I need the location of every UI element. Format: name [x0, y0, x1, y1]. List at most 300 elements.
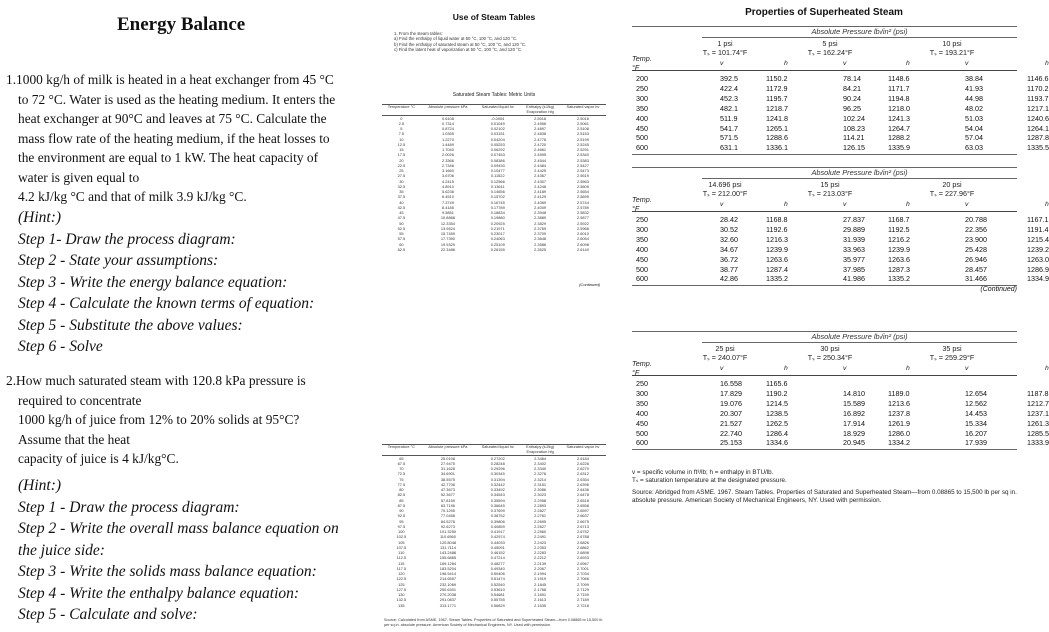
table-cell: 2.4595	[534, 152, 547, 158]
temp-label-text: Temp.	[632, 359, 652, 368]
h-cell: 1262.5	[766, 418, 788, 428]
table-cell: 52.5	[397, 225, 406, 231]
problem-2-hint	[18, 475, 339, 626]
h-cell: 1193.7	[1027, 93, 1049, 103]
table-cell: 2.5199	[576, 136, 589, 142]
saturated-table-1	[382, 104, 606, 252]
table-cell: 2.3769	[534, 225, 547, 231]
h-cell: 1286.0	[888, 428, 910, 438]
table-cell: 1.4489	[441, 141, 454, 147]
h-cell: 1288.6	[766, 133, 788, 143]
h-cell: 1189.0	[888, 388, 910, 398]
h-cell: 1265.1	[766, 123, 788, 133]
table-cell: 2.3648	[534, 236, 547, 242]
pressure-header	[912, 345, 992, 362]
h-cell: 1195.7	[766, 93, 788, 103]
h-cell: 1336.1	[766, 143, 788, 153]
hint-line: Step 1- Draw the process diagram:	[18, 230, 236, 248]
table-cell: 0.48277	[490, 560, 505, 566]
h-cell: 1148.6	[888, 74, 910, 83]
h-label: h	[784, 201, 788, 208]
temp-cell: 500	[636, 428, 648, 438]
v-cell: 25.153	[720, 438, 742, 448]
steam-tables-panel	[372, 0, 616, 632]
pressure-value: 5 psi	[822, 39, 838, 48]
v-cell: 19.076	[720, 398, 742, 408]
table-cell: 0.47214	[490, 555, 505, 561]
pressure-header	[790, 345, 870, 362]
table-cell: 2.5427	[576, 162, 589, 168]
table-cell: 0.30345	[490, 471, 505, 477]
v-label: v	[843, 365, 847, 372]
table-cell: 0.05253	[490, 141, 505, 147]
table-cell: 0.39806	[490, 518, 505, 524]
problem-1-hint	[18, 207, 314, 358]
table-cell: 2.3023	[534, 492, 547, 498]
saturation-temp: Tₛ = 101.74°F	[702, 47, 748, 57]
pressure-header	[790, 40, 870, 57]
v-cell: 90.24	[843, 93, 861, 103]
superheated-notes	[632, 469, 1017, 486]
table-cell: 2.7099	[576, 581, 589, 587]
table-cell: 25.0108	[440, 455, 455, 461]
table-cell: 2.1994	[534, 571, 547, 577]
bottom-rule	[632, 154, 1017, 155]
h-cell: 1286.9	[1027, 264, 1049, 274]
problem-panel	[0, 0, 370, 632]
problem-2-line: 2.How much saturated steam with 120.8 kPa pressure is	[6, 373, 306, 388]
table-cell: 0.15702	[490, 194, 505, 200]
table-cell: 10.8868	[440, 215, 455, 221]
v-cell: 511.9	[720, 113, 738, 123]
table-cell: 0.17789	[490, 204, 505, 210]
saturation-temp: Tₛ = 162.24°F	[807, 47, 853, 57]
table-cell: 2.6597	[576, 508, 589, 514]
saturation-temp: Tₛ = 213.03°F	[807, 188, 853, 198]
table-cell: 117.5	[396, 565, 407, 571]
top-rule	[632, 26, 1017, 27]
hint-line: (Hint:)	[18, 477, 62, 494]
v-label: v	[843, 60, 847, 67]
v-cell: 14.810	[843, 388, 865, 398]
table-cell: 2.5832	[576, 210, 589, 216]
table-cell: 1.2270	[441, 136, 454, 142]
table-cell: 2.1845	[534, 581, 547, 587]
table-cell: 270.2038	[439, 592, 457, 598]
temp-cell: 500	[636, 133, 648, 143]
saturation-temp: Tₛ = 259.29°F	[929, 352, 975, 362]
table-cell: 2.6140	[576, 246, 589, 252]
table-cell: 2.4009	[534, 204, 547, 210]
temp-cell: 200	[636, 74, 648, 83]
hint-line: Step 6 - Solve	[18, 338, 103, 355]
table-cell: 313.1771	[439, 602, 457, 608]
table-cell: 2.6478	[576, 492, 589, 498]
table-cell: 5	[400, 126, 403, 132]
v-cell: 23.900	[965, 234, 987, 244]
table-cell: 27.9475	[440, 460, 455, 466]
table-cell: 0.02102	[490, 126, 505, 132]
temp-cell: 350	[636, 103, 648, 113]
table-cell: 0.37699	[490, 508, 505, 514]
table-cell: 13.9524	[440, 225, 455, 231]
continued-label: (Continued)	[579, 282, 600, 287]
temp-cell: 350	[636, 398, 648, 408]
problem-2-line: required to concentrate	[18, 392, 142, 408]
v-cell: 102.24	[843, 113, 865, 123]
saturation-temp: Tₛ = 227.96°F	[929, 188, 975, 198]
table-cell: 2.6436	[576, 487, 589, 493]
table-cell: 2.5966	[576, 225, 589, 231]
table-cell: 4.8910	[441, 183, 454, 189]
table-cell: 2.5245	[576, 141, 589, 147]
v-cell: 31.466	[965, 274, 987, 284]
v-cell: 12.654	[965, 388, 987, 398]
header-rule	[632, 211, 1017, 212]
table-cell: 0.6108	[441, 115, 454, 121]
table-cell: 70.1295	[440, 508, 455, 514]
table-cell: 2.4778	[534, 136, 547, 142]
saturation-temp: Tₛ = 193.21°F	[929, 47, 975, 57]
table-cell: 232.1069	[439, 581, 457, 587]
table-cell: 0.8724	[441, 126, 454, 132]
table-cell: 47.3673	[440, 487, 455, 493]
table-cell: 47.5	[397, 215, 406, 221]
table-cell: 2.4189	[534, 189, 547, 195]
table-cell: 2.6010	[576, 231, 589, 237]
table-cell: 60	[399, 241, 404, 247]
absolute-pressure-label: Absolute Pressure lbₗ/in² (psi)	[702, 27, 1017, 38]
table-cell: 183.5204	[439, 565, 457, 571]
table-cell: 2.1535	[534, 602, 547, 608]
h-cell: 1285.5	[1027, 428, 1049, 438]
table-cell: 2.4069	[534, 199, 547, 205]
table-cell: 42.7706	[440, 481, 455, 487]
v-cell: 42.86	[720, 274, 738, 284]
table-cell: 2.3948	[534, 210, 547, 216]
col-header: Absolute pressure kPa	[421, 445, 475, 456]
table-cell: 2.3340	[534, 466, 547, 472]
table-cell: 0.40859	[490, 523, 505, 529]
table-cell: 90	[399, 508, 404, 514]
table-cell: 52.3677	[440, 492, 455, 498]
temp-cell: 450	[636, 123, 648, 133]
page-title: Energy Balance	[117, 14, 246, 35]
table-cell: 25	[399, 168, 404, 174]
table-cell: 0.24063	[490, 236, 505, 242]
table-cell: 70	[399, 466, 404, 472]
table-cell: 2.2283	[534, 550, 547, 556]
h-cell: 1237.1	[1027, 408, 1049, 418]
h-cell: 1240.6	[1027, 113, 1049, 123]
h-label: h	[1045, 365, 1049, 372]
h-cell: 1172.9	[766, 83, 788, 93]
superheated-block	[632, 168, 1049, 297]
v-cell: 17.829	[720, 388, 742, 398]
table-cell: 67.5	[397, 460, 406, 466]
pressure-value: 35 psi	[942, 344, 962, 353]
table-cell: 2.6270	[576, 466, 589, 472]
h-cell: 1167.1	[1027, 215, 1049, 224]
table-cell: 32.5	[397, 183, 406, 189]
v-cell: 108.23	[843, 123, 865, 133]
table-cell: 2.3829	[534, 220, 547, 226]
problem-1-line: to 72 °C. Water is used as the heating medium. It enters the	[18, 91, 336, 107]
table-cell: 84.5278	[440, 518, 455, 524]
table-cell: 8.4185	[441, 204, 454, 210]
table-cell: 77.5	[397, 481, 406, 487]
temp-cell: 450	[636, 418, 648, 428]
table-cell: 131.7114	[439, 544, 456, 550]
problem-1-line: the environment are equal to 1 kW. The heat capacity of	[18, 150, 319, 165]
table-cell: 2.5061	[576, 120, 589, 126]
temp-cell: 400	[636, 244, 648, 254]
h-cell: 1168.7	[888, 215, 910, 224]
table-cell: 125	[398, 581, 405, 587]
table-cell: 2.4661	[534, 147, 547, 153]
h-cell: 1261.9	[888, 418, 910, 428]
table-cell: 0.20925	[490, 220, 505, 226]
h-cell: 1238.5	[766, 408, 788, 418]
h-label: h	[906, 201, 910, 208]
h-cell: 1213.6	[888, 398, 910, 408]
table-cell: 2.5519	[576, 173, 589, 179]
table-cell: 0.46152	[490, 550, 505, 556]
table-cell: 0.45091	[490, 544, 505, 550]
h-cell: 1194.8	[888, 93, 910, 103]
table-cell: 0.33492	[490, 487, 505, 493]
table-cell: 0.19880	[490, 215, 505, 221]
table-cell: 92.6273	[440, 523, 455, 529]
table-cell: 2.5654	[576, 189, 589, 195]
table-cell: 7.5	[398, 131, 405, 137]
table-cell: 0.38752	[490, 513, 505, 519]
hint-line: Step 2 - State your assumptions:	[18, 252, 219, 269]
table-cell: 77.0458	[440, 513, 455, 519]
pressure-header	[912, 40, 992, 57]
table-cell: 2.5473	[576, 168, 589, 174]
col-header: Saturated vapor hv	[560, 105, 606, 116]
v-cell: 38.77	[720, 264, 738, 274]
v-label: v	[965, 60, 969, 67]
table-cell: 2.7129	[576, 586, 589, 592]
table-cell: 2.7066	[576, 576, 589, 582]
table-cell: 2.2627	[534, 523, 547, 529]
pressure-header	[912, 181, 992, 198]
h-cell: 1216.2	[888, 234, 910, 244]
h-cell: 1146.6	[1027, 74, 1049, 83]
v-cell: 541.7	[720, 123, 738, 133]
table-cell: 2.3586	[534, 241, 547, 247]
table-cell: 2.6396	[576, 481, 589, 487]
table-cell: 0.09430	[490, 162, 505, 168]
table-cell: 291.0837	[439, 597, 457, 603]
table-cell: 214.6557	[439, 576, 457, 582]
table-cell: 2.4367	[534, 173, 547, 179]
table-cell: 85	[399, 497, 404, 503]
table-cell: 2.0026	[441, 152, 454, 158]
col-header: Enthalpy (kJ/kg) Evaporation hfg	[520, 105, 560, 116]
temp-cell: 300	[636, 224, 648, 234]
pressure-value: 14.696 psi	[708, 180, 742, 189]
table-cell: 2.2139	[534, 560, 547, 566]
v-cell: 26.946	[965, 254, 987, 264]
table-cell: 0.55755	[490, 597, 505, 603]
v-cell: 16.892	[843, 408, 865, 418]
table-cell: 3.1660	[441, 168, 454, 174]
table-cell: 0.31394	[490, 476, 505, 482]
table-cell: 2.3151	[534, 481, 547, 487]
v-cell: 12.562	[965, 398, 987, 408]
h-cell: 1334.2	[888, 438, 910, 448]
note-line: v = specific volume in ft³/lb; h = enthalpy in BTU/lb.	[632, 469, 774, 476]
v-cell: 126.15	[843, 143, 865, 153]
table-cell: 30	[399, 178, 404, 184]
table-cell: 2.2958	[534, 497, 547, 503]
table-cell: 105	[398, 539, 405, 545]
table-cell: 22.5	[397, 162, 406, 168]
h-label: h	[906, 365, 910, 372]
table-cell: 2.6788	[576, 534, 589, 540]
table-cell: 2.2695	[534, 518, 547, 524]
v-cell: 482.1	[720, 103, 738, 113]
v-cell: 14.453	[965, 408, 987, 418]
table-cell: 2.7346	[441, 162, 454, 168]
temp-cell: 300	[636, 93, 648, 103]
table-cell: 2.6558	[576, 502, 589, 508]
h-cell: 1287.3	[888, 264, 910, 274]
table-cell: 2.2212	[534, 555, 547, 561]
absolute-pressure-label: Absolute Pressure lbₗ/in² (psi)	[702, 168, 1017, 179]
v-cell: 41.93	[965, 83, 983, 93]
h-cell: 1212.7	[1027, 398, 1049, 408]
table-cell: 2.3709	[534, 231, 547, 237]
col-header: Saturated vapor hv	[560, 445, 606, 456]
h-cell: 1215.4	[1027, 234, 1049, 244]
table-cell: 0.10477	[490, 168, 505, 174]
temp-cell: 500	[636, 264, 648, 274]
table-cell: 2.1919	[534, 576, 547, 582]
v-cell: 35.977	[843, 254, 865, 264]
h-cell: 1187.8	[1027, 388, 1049, 398]
table-cell: 3.6706	[441, 173, 454, 179]
table-cell: 2.6752	[576, 529, 589, 535]
header-rule	[632, 375, 1017, 376]
table-cell: 0.28248	[490, 460, 505, 466]
table-cell: 40	[399, 199, 404, 205]
h-cell: 1216.3	[766, 234, 788, 244]
table-cell: 120.8048	[439, 539, 457, 545]
col-header: Saturated liquid hc	[475, 445, 520, 456]
hint-line: Step 4 - Calculate the known terms of equation:	[18, 295, 315, 312]
h-cell: 1261.3	[1027, 418, 1049, 428]
table-cell: 2.2761	[534, 513, 547, 519]
top-rule	[632, 167, 1017, 168]
table-cell: 102.5	[396, 534, 407, 540]
v-cell: 37.985	[843, 264, 865, 274]
table-cell: 2.6518	[576, 497, 589, 503]
table-cell: 2.3464	[534, 455, 547, 461]
h-cell: 1192.5	[888, 224, 910, 234]
h-cell: 1168.8	[766, 215, 788, 224]
table-cell: 2.6967	[576, 560, 589, 566]
v-cell: 51.03	[965, 113, 983, 123]
absolute-pressure-label: Absolute Pressure lbₗ/in² (psi)	[702, 332, 1017, 343]
table-cell: 2.4246	[534, 183, 547, 189]
pressure-value: 20 psi	[942, 180, 962, 189]
table-cell: 15.7459	[440, 231, 455, 237]
pressure-value: 1 psi	[717, 39, 733, 48]
problem-1-line: heat exchanger at 90°C and leaves at 75 °C. Calculate the	[18, 111, 327, 126]
h-cell: 1241.3	[888, 113, 910, 123]
h-cell: 1241.8	[766, 113, 788, 123]
v-cell: 16.558	[720, 379, 742, 388]
h-cell: 1333.9	[1027, 438, 1049, 448]
table-cell: 135	[398, 602, 405, 608]
h-label: h	[1045, 60, 1049, 67]
table-cell: 2.3214	[534, 476, 547, 482]
table-cell: 198.5414	[439, 571, 457, 577]
v-cell: 41.986	[843, 274, 865, 284]
v-cell: 48.02	[965, 103, 983, 113]
table-cell: 7.3749	[441, 199, 454, 205]
table-cell: 2.7034	[576, 571, 589, 577]
problem-2-line: Assume that the heat	[18, 431, 130, 447]
superheated-steam-panel	[624, 0, 1049, 632]
table-cell: 2.3889	[534, 215, 547, 221]
table-cell: 0.13611	[490, 183, 505, 189]
table-cell: 2.5	[398, 120, 405, 126]
table-cell: 34.6901	[440, 471, 455, 477]
v-cell: 57.04	[965, 133, 983, 143]
h-cell: 1239.9	[766, 244, 788, 254]
h-cell: 1334.6	[766, 438, 788, 448]
h-cell: 1286.4	[766, 428, 788, 438]
saturation-temp: Tₛ = 250.34°F	[807, 352, 853, 362]
h-cell: 1335.5	[1027, 143, 1049, 153]
h-cell: 1335.2	[766, 274, 788, 284]
problem-1-line: water is given equal to	[18, 169, 140, 185]
table-cell: 0.7314	[441, 120, 454, 126]
hint-line: Step 4 - Write the enthalpy balance equation:	[18, 584, 300, 602]
h-cell: 1239.2	[1027, 244, 1049, 254]
table-cell: 5.6236	[441, 189, 454, 195]
table-cell: 2.6054	[576, 236, 589, 242]
v-cell: 32.60	[720, 234, 738, 244]
problem-1-line: mass flow rate of the heating medium, if the heat losses to	[18, 130, 330, 146]
h-cell: 1288.2	[888, 133, 910, 143]
hint-line: Step 1 - Draw the process diagram:	[18, 498, 240, 516]
instruction-line: a) Find the enthalpy of liquid water at 50 °C, 100 °C, and 120 °C.	[394, 36, 518, 42]
problem-1-line: 4.2 kJ/kg °C and that of milk 3.9 kJ/kg °C.	[18, 189, 247, 204]
col-header: Saturated liquid hc	[475, 105, 520, 116]
table-cell: 2.4956	[534, 120, 547, 126]
table-cell: 20	[399, 157, 404, 163]
table-cell: 0.04204	[490, 136, 505, 142]
table-cell: 2.2491	[534, 534, 547, 540]
table-cell: 2.2423	[534, 539, 547, 545]
table-cell: 2.4720	[534, 141, 547, 147]
table-cell: 0.27202	[490, 455, 505, 461]
v-cell: 63.03	[965, 143, 983, 153]
table-cell: 0.54681	[490, 592, 505, 598]
table-cell: 72.5	[397, 471, 406, 477]
table-cell: 1.0355	[441, 131, 454, 137]
v-cell: 17.939	[965, 438, 987, 448]
table-cell: 0.01049	[490, 120, 505, 126]
table-cell: 2.5016	[576, 115, 589, 121]
table-cell: 6.4510	[441, 194, 454, 200]
